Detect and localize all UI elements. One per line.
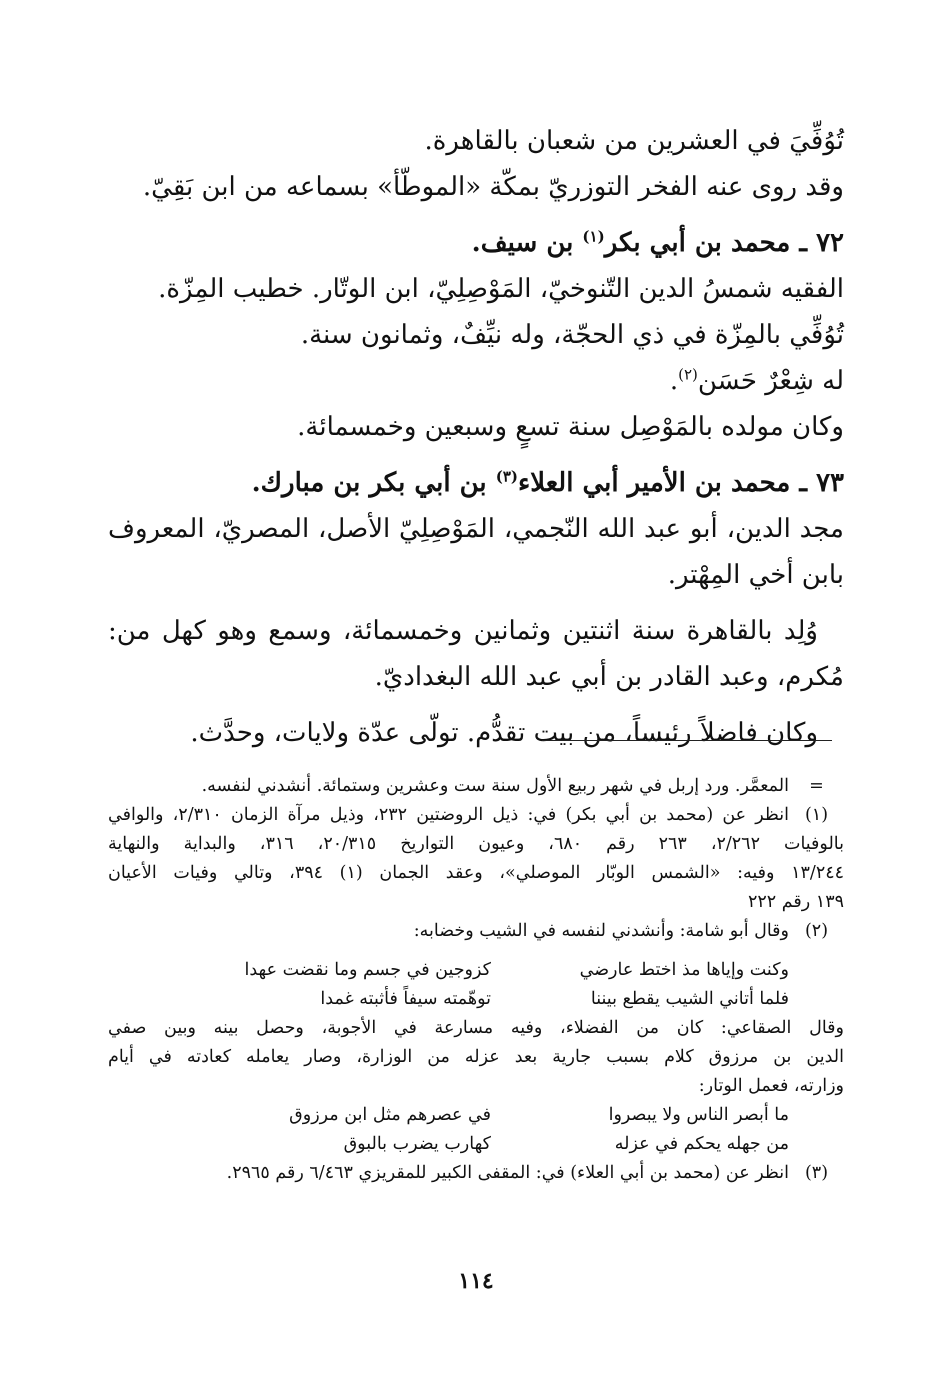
footnotes-section [108,772,844,1188]
paragraph-line: وكان مولده بالمَوْصِل سنة تسعٍ وسبعين وخمسمائة. [297,412,844,442]
footnote-1 [108,801,844,830]
entry-72-heading [108,220,844,266]
footnote-2-mark: (٢) [804,921,829,941]
page-number: ١١٤ [458,1268,494,1294]
poetry-note-text: له شِعْرٌ حَسَن [697,366,844,396]
entry-72-title-rest: بن سيف. [471,228,583,258]
paragraph-line [108,358,844,404]
footnote-line: وقال الصقاعي: كان من الفضلاء، وفيه مسارعة في الأجوبة، وحصل بينه وبين صفي [108,1018,844,1038]
footnote-text: انظر عن (محمد بن أبي العلاء) في: المقفى الكبير للمقريزي ٦/٤٦٣ رقم ٢٩٦٥. [226,1163,789,1183]
continuation-mark: = [809,776,824,796]
footnote-continuation [108,772,844,801]
paragraph-line: الفقيه شمسُ الدين التّنوخيّ، المَوْصِلِيّ، ابن الوتّار. خطيب المِزّة. [158,274,844,304]
footnote-line: الدين بن مرزوق كلام بسبب جارية بعد عزله من الوزارة، وصار يعامله كعادته في أيام [108,1047,844,1067]
entry-73-title-rest: بن أبي بكر بن مبارك. [251,468,496,498]
footnote-ref-1[interactable]: (١) [582,227,605,246]
footnote-ref-3[interactable]: (٣) [495,467,518,486]
verse-hemistich: من جهله يحكم في عزله [614,1134,789,1154]
paragraph-line: وقد روى عنه الفخر التوزريّ بمكّة «الموطّأ» بسماعه من ابن بَقِيّ. [142,172,844,202]
paragraph-line: وُلِد بالقاهرة سنة اثنتين وثمانين وخمسمائة، وسمع وهو كهل من: [108,616,818,646]
paragraph-line: بابن أخي المِهْتر. [667,560,844,590]
entry-73-heading [108,460,844,506]
footnote-2 [108,917,844,946]
book-page [108,0,844,1374]
verse-hemistich: وكنت وإياها مذ اختط عارضي [579,960,789,980]
footnote-line: وزارته، فعمل الوتار: [698,1076,844,1096]
paragraph-line: تُوُفِّي بالمِزّة في ذي الحجّة، وله نيِّفٌ، وثمانون سنة. [300,320,844,350]
verse-hemistich: كهارب يضرب بالبوق [343,1134,491,1154]
verse-hemistich: كزوجين في جسم وما نقضت عهدا [244,960,491,980]
entry-73-title: ٧٣ ـ محمد بن الأمير أبي العلاء [517,468,844,498]
verse-line [108,956,844,985]
footnote-text: المعمَّر. ورد إربل في شهر ربيع الأول سنة ست وعشرين وستمائة. أنشدني لنفسه. [201,776,789,796]
footnote-line: انظر عن (محمد بن أبي بكر) في: ذيل الروضتين ٢٣٢، وذيل مرآة الزمان ٢/٣١٠، والوافي [108,805,789,825]
footnote-3-mark: (٣) [804,1163,829,1183]
footnote-3 [108,1159,844,1188]
verse-hemistich: في عصرهم مثل ابن مرزوق [289,1105,491,1125]
footnote-line: ١٣٩ رقم ٢٢٢ [748,892,844,912]
footnote-1-mark: (١) [804,805,829,825]
footnote-line: ١٣/٢٤٤ وفيه: «الشمس الوبّار الموصلي»، وعقد الجمان (١) ٣٩٤، وتالي وفيات الأعيان [108,863,845,883]
footnote-divider [542,740,832,741]
verse-line [108,1130,844,1159]
verse-line [108,1101,844,1130]
verse-hemistich: فلما أتاني الشيب يقطع بيننا [590,989,789,1009]
verse-hemistich: توهّمته سيفاً فأثبته غمدا [320,989,491,1009]
verse-line [108,985,844,1014]
paragraph-line: تُوُفِّيَ في العشرين من شعبان بالقاهرة. [424,126,844,156]
verse-hemistich: ما أبصر الناس ولا يبصروا [608,1105,789,1125]
footnote-line: بالوفيات ٢/٢٦٢، ٢٦٣ رقم ٦٨٠، وعيون التواريخ ٢٠/٣١٥، ٣١٦، والبداية والنهاية [108,834,844,854]
footnote-ref-2[interactable]: (٢) [678,365,698,384]
footnote-text: وقال أبو شامة: وأنشدني لنفسه في الشيب وخضابه: [413,921,789,941]
paragraph-line: وكان فاضلاً رئيساً، من بيت تقدُّم. تولّى عدّة ولايات، وحدَّث. [190,718,818,748]
paragraph-line: مُكرم، وعبد القادر بن أبي عبد الله البغداديّ. [374,662,844,692]
period: . [669,366,679,396]
paragraph-line: مجد الدين، أبو عبد الله النّجمي، المَوْصِلِيّ الأصل، المصريّ، المعروف [108,514,844,544]
main-text [108,118,844,756]
entry-72-title: ٧٢ ـ محمد بن أبي بكر [604,228,844,258]
